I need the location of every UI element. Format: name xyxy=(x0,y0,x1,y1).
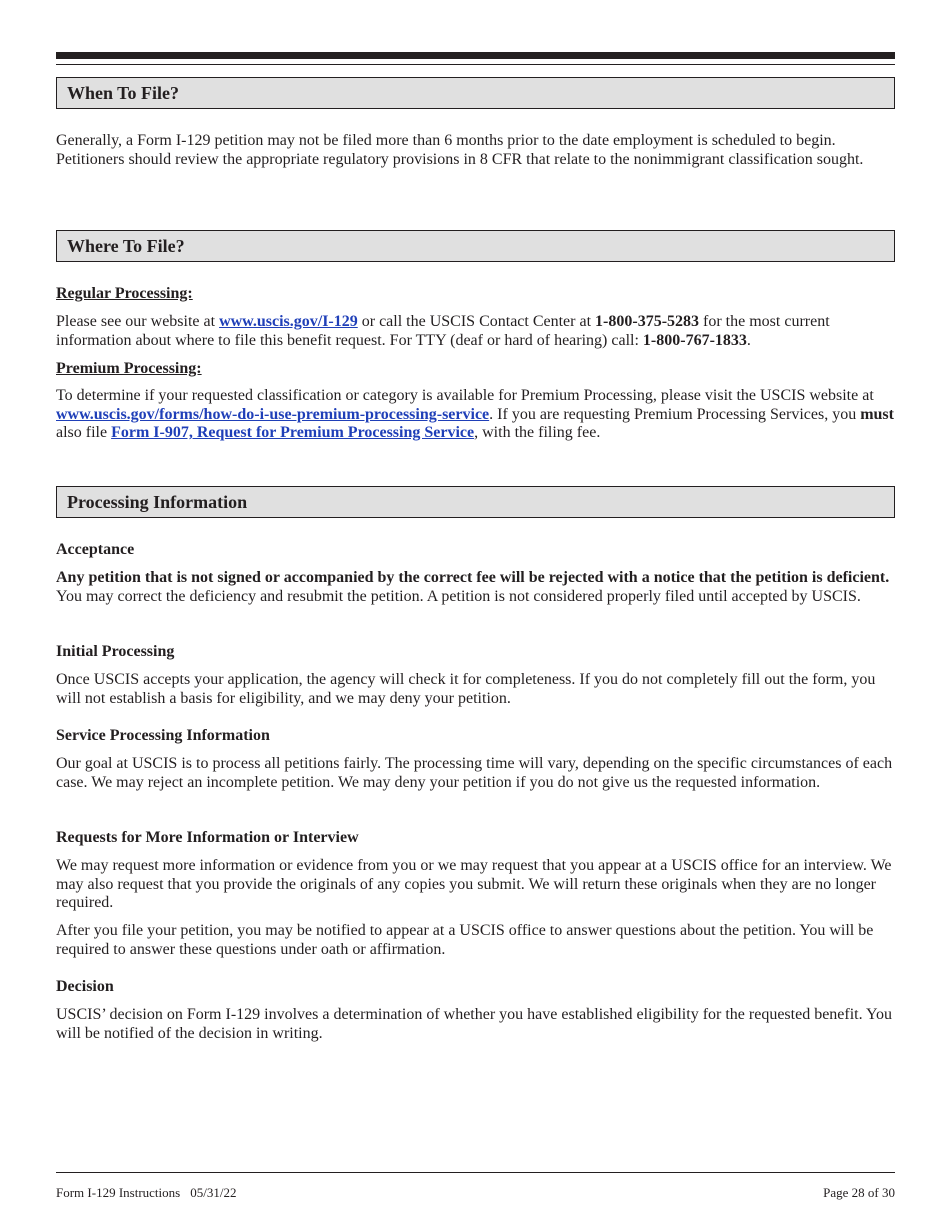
acceptance-body xyxy=(56,569,895,606)
paragraph: Once USCIS accepts your application, the agency will check it for completeness. If you do not completely fill out the form, you will not establish a basis for eligibility, and we may deny your petition. xyxy=(56,671,876,707)
decision-heading: Decision xyxy=(56,978,114,995)
text-run: . xyxy=(746,331,751,349)
premium-processing-heading-block xyxy=(56,360,895,379)
section-header-where-to-file xyxy=(56,230,895,262)
footer-page-number: Page 28 of 30 xyxy=(823,1185,895,1200)
paragraph: After you file your petition, you may be notified to appear at a USCIS office to answer questions about the petition. You will be required to answer these questions under oath or affirmation. xyxy=(56,922,874,958)
top-thin-rule xyxy=(56,64,895,65)
service-processing-heading-block xyxy=(56,727,895,746)
section-header-when-to-file xyxy=(56,77,895,109)
footer-form-label: Form I-129 Instructions xyxy=(56,1185,181,1200)
service-processing-heading: Service Processing Information xyxy=(56,727,270,744)
text-run: or call the USCIS Contact Center at xyxy=(357,313,596,330)
requests-body-1 xyxy=(56,857,895,913)
when-to-file-body xyxy=(56,132,895,169)
paragraph: USCIS’ decision on Form I-129 involves a determination of whether you have established eligibility for the requested benefit. You will be notified of the decision in writing. xyxy=(56,1006,892,1042)
text-run: . If you are requesting Premium Processing Services, you xyxy=(489,405,861,423)
text-run: To determine if your requested classification or category is available for Premium Processing, please visit the USCIS website at xyxy=(56,387,874,404)
requests-heading-block xyxy=(56,829,895,848)
text-run: also file xyxy=(56,424,112,441)
regular-processing-heading: Regular Processing: xyxy=(56,285,193,302)
premium-processing-heading: Premium Processing: xyxy=(56,360,202,377)
regular-processing-heading-block xyxy=(56,285,895,304)
initial-processing-body xyxy=(56,671,895,708)
footer-edition-date: 05/31/22 xyxy=(190,1185,237,1200)
paragraph xyxy=(56,313,895,350)
acceptance-bold-text: Any petition that is not signed or accompanied by the correct fee will be rejected with a notice that the petition is deficient. xyxy=(56,569,890,586)
uscis-i129-link[interactable]: www.uscis.gov/I-129 xyxy=(219,313,358,330)
acceptance-heading: Acceptance xyxy=(56,541,135,558)
paragraph: Our goal at USCIS is to process all petitions fairly. The processing time will vary, depending on the specific circumstances of each case. We may reject an incomplete petition. We may deny your petition if you do not give us the requested information. xyxy=(56,755,893,791)
form-i907-link[interactable]: Form I-907, Request for Premium Processing Service xyxy=(111,424,475,441)
text-run: You may correct the deficiency and resubmit the petition. A petition is not considered properly filed until accepted by USCIS. xyxy=(56,587,861,605)
document-page xyxy=(56,0,895,1230)
requests-body-2 xyxy=(56,922,895,959)
text-run: for the most current information about where to file this benefit request. For TTY (deaf or hard of hearing) call: xyxy=(56,313,830,349)
regular-processing-body xyxy=(56,313,895,350)
top-thick-rule xyxy=(56,52,895,59)
paragraph: We may request more information or evidence from you or we may request that you appear at a USCIS office for an interview. We may also request that you provide the originals of any copies you submit. We will return these originals when they are no longer required. xyxy=(56,857,892,911)
contact-center-phone: 1-800-375-5283 xyxy=(595,313,700,330)
text-run: Please see our website at xyxy=(56,313,220,330)
section-header-processing-information xyxy=(56,486,895,518)
paragraph xyxy=(56,569,895,606)
service-processing-body xyxy=(56,755,895,792)
footer-form-info xyxy=(56,1185,236,1200)
section-title: Processing Information xyxy=(67,492,248,512)
initial-processing-heading-block xyxy=(56,643,895,662)
section-title: When To File? xyxy=(67,83,180,103)
paragraph: Generally, a Form I-129 petition may not be filed more than 6 months prior to the date employment is scheduled to begin. Petitioners should review the appropriate regulatory provisions in 8 CFR that relate to the nonimmigrant classification sought. xyxy=(56,132,864,168)
footer-rule xyxy=(56,1172,895,1173)
paragraph xyxy=(56,387,895,443)
text-run: , with the filing fee. xyxy=(474,424,601,441)
decision-body xyxy=(56,1006,895,1043)
initial-processing-heading: Initial Processing xyxy=(56,643,175,660)
requests-heading: Requests for More Information or Interview xyxy=(56,829,359,846)
tty-phone: 1-800-767-1833 xyxy=(642,331,747,349)
acceptance-heading-block xyxy=(56,541,895,560)
premium-processing-body xyxy=(56,387,895,443)
decision-heading-block xyxy=(56,978,895,997)
must-emphasis: must xyxy=(860,405,894,423)
section-title: Where To File? xyxy=(67,236,185,256)
premium-processing-link[interactable]: www.uscis.gov/forms/how-do-i-use-premium-processing-service xyxy=(56,405,490,423)
